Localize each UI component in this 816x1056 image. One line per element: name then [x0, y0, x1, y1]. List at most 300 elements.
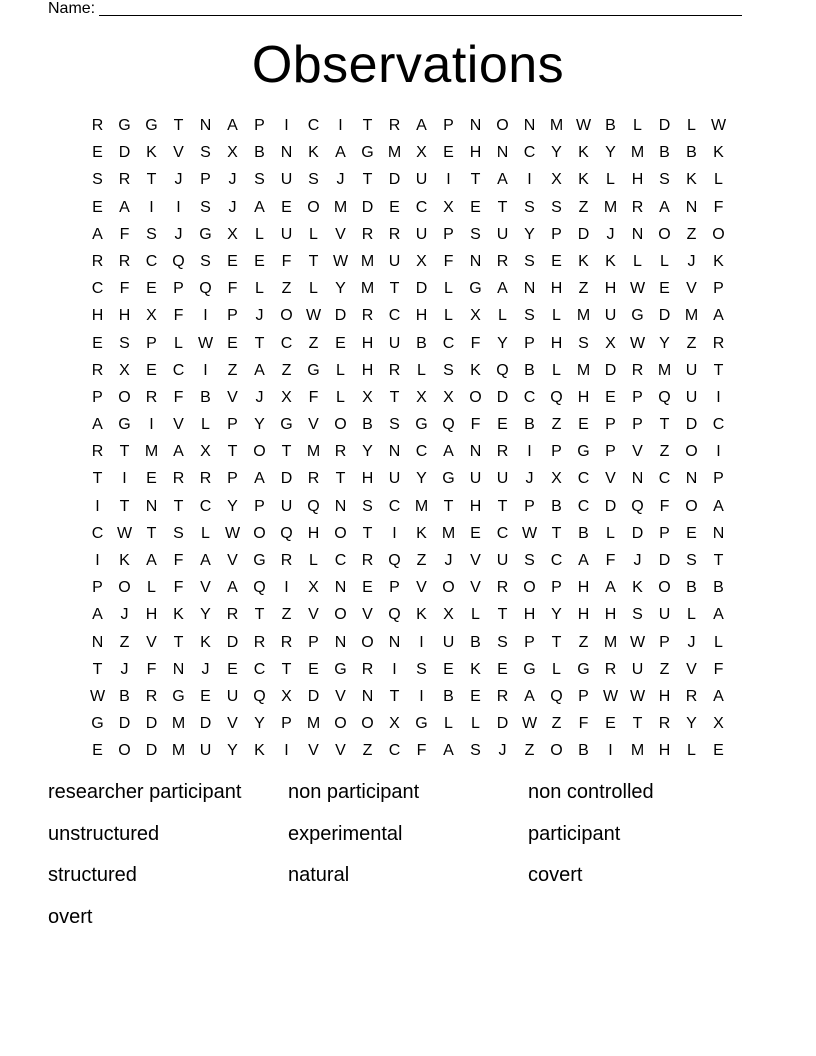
grid-letter: J: [336, 171, 345, 189]
grid-letter: I: [527, 171, 532, 189]
grid-letter: Q: [307, 497, 320, 515]
grid-letter: B: [578, 742, 589, 760]
grid-letter: K: [632, 579, 643, 597]
grid-letter: S: [470, 742, 481, 760]
grid-letter: M: [441, 524, 456, 542]
grid-letter: F: [308, 388, 319, 406]
grid-letter: O: [334, 524, 347, 542]
grid-letter: T: [362, 524, 373, 542]
grid-letter: C: [91, 524, 104, 542]
grid-letter: H: [577, 606, 590, 624]
grid-letter: Z: [524, 742, 535, 760]
grid-letter: K: [713, 252, 724, 270]
grid-letter: N: [469, 252, 482, 270]
grid-letter: M: [306, 715, 321, 733]
grid-letter: O: [712, 225, 725, 243]
grid-letter: D: [226, 633, 239, 651]
grid-letter: T: [173, 117, 184, 134]
grid-letter: Q: [388, 552, 401, 569]
grid-letter: J: [120, 606, 129, 624]
grid-letter: E: [92, 144, 103, 162]
grid-letter: N: [334, 497, 347, 515]
grid-letter: E: [443, 660, 454, 678]
grid-letter: N: [388, 443, 401, 461]
grid-letter: U: [388, 252, 401, 270]
grid-letter: V: [686, 280, 697, 298]
grid-letter: C: [388, 307, 401, 325]
grid-letter: F: [281, 252, 292, 270]
grid-letter: N: [631, 470, 644, 488]
grid-letter: E: [497, 416, 508, 434]
grid-letter: G: [334, 660, 347, 678]
grid-row: [84, 465, 732, 492]
grid-letter: E: [551, 252, 562, 270]
grid-letter: W: [575, 117, 592, 134]
grid-letter: X: [416, 252, 427, 270]
grid-letter: R: [361, 225, 374, 243]
grid-letter: R: [361, 307, 374, 325]
grid-letter: Y: [551, 144, 562, 162]
grid-letter: J: [525, 470, 534, 488]
grid-row: [84, 547, 732, 574]
grid-letter: U: [469, 470, 482, 488]
grid-letter: H: [469, 144, 482, 162]
grid-letter: T: [497, 198, 508, 216]
grid-letter: J: [687, 252, 696, 270]
grid-letter: I: [284, 579, 289, 597]
grid-letter: C: [388, 497, 401, 515]
grid-letter: W: [629, 334, 646, 352]
grid-letter: D: [415, 280, 428, 298]
grid-letter: L: [255, 280, 264, 298]
grid-letter: Y: [497, 334, 508, 352]
grid-letter: R: [145, 388, 158, 406]
grid-row: [84, 411, 732, 438]
grid-letter: N: [334, 633, 347, 651]
grid-letter: K: [146, 144, 157, 162]
grid-letter: C: [712, 416, 725, 434]
grid-letter: O: [361, 715, 374, 733]
grid-letter: H: [307, 524, 320, 542]
grid-letter: Q: [199, 280, 212, 298]
grid-letter: N: [685, 470, 698, 488]
grid-letter: O: [307, 198, 320, 216]
grid-letter: T: [92, 660, 103, 678]
grid-letter: B: [578, 524, 589, 542]
grid-letter: R: [118, 171, 131, 189]
grid-letter: L: [714, 171, 723, 189]
grid-letter: V: [173, 144, 184, 162]
grid-letter: W: [224, 524, 241, 542]
grid-letter: V: [470, 579, 481, 597]
grid-letter: I: [419, 687, 424, 705]
grid-letter: U: [280, 225, 293, 243]
grid-letter: W: [629, 687, 646, 705]
grid-letter: S: [632, 606, 643, 624]
grid-letter: Y: [362, 443, 373, 461]
grid-letter: X: [443, 606, 454, 624]
grid-letter: D: [145, 742, 158, 760]
grid-letter: C: [577, 470, 590, 488]
grid-letter: A: [119, 198, 130, 216]
grid-letter: P: [227, 416, 238, 434]
grid-letter: S: [497, 633, 508, 651]
grid-letter: T: [281, 443, 292, 461]
grid-letter: A: [713, 307, 724, 325]
grid-letter: R: [631, 198, 644, 216]
grid-letter: A: [173, 443, 184, 461]
grid-letter: P: [308, 633, 319, 651]
grid-letter: T: [713, 361, 724, 379]
word-list-item: non controlled: [528, 781, 654, 803]
grid-letter: Q: [253, 579, 266, 597]
grid-letter: W: [629, 280, 646, 298]
grid-row: [84, 438, 732, 465]
grid-letter: N: [145, 497, 158, 515]
word-list: [48, 776, 768, 942]
grid-letter: E: [146, 361, 157, 379]
grid-letter: A: [254, 361, 265, 379]
name-field: [48, 0, 742, 18]
grid-letter: K: [470, 361, 481, 379]
grid-letter: O: [118, 742, 131, 760]
grid-letter: T: [281, 660, 292, 678]
grid-letter: C: [172, 361, 185, 379]
grid-letter: R: [145, 687, 158, 705]
grid-letter: H: [91, 307, 104, 325]
grid-letter: P: [227, 470, 238, 488]
grid-letter: W: [116, 524, 133, 542]
grid-letter: V: [227, 388, 238, 406]
grid-letter: E: [470, 524, 481, 542]
grid-letter: O: [658, 579, 671, 597]
grid-letter: S: [92, 171, 103, 189]
grid-letter: S: [578, 334, 589, 352]
grid-letter: Z: [281, 361, 292, 379]
grid-letter: H: [361, 334, 374, 352]
grid-letter: Y: [659, 334, 670, 352]
grid-letter: P: [605, 443, 616, 461]
grid-letter: B: [470, 633, 481, 651]
grid-letter: R: [253, 633, 266, 651]
grid-row: [84, 710, 732, 737]
grid-row: [84, 194, 732, 221]
grid-letter: F: [713, 660, 724, 678]
grid-letter: S: [524, 252, 535, 270]
grid-letter: H: [658, 742, 671, 760]
grid-row: [84, 737, 732, 764]
grid-letter: E: [227, 252, 238, 270]
grid-row: [84, 221, 732, 248]
grid-letter: P: [551, 443, 562, 461]
grid-letter: U: [226, 687, 239, 705]
grid-letter: A: [92, 416, 103, 434]
grid-letter: U: [280, 497, 293, 515]
grid-letter: S: [470, 225, 481, 243]
grid-letter: Q: [631, 497, 644, 515]
grid-letter: C: [658, 470, 671, 488]
grid-letter: X: [443, 388, 454, 406]
grid-letter: A: [659, 198, 670, 216]
grid-letter: M: [576, 361, 591, 379]
grid-letter: L: [147, 579, 156, 597]
grid-letter: D: [496, 388, 509, 406]
grid-letter: I: [716, 388, 721, 406]
grid-letter: K: [308, 144, 319, 162]
grid-letter: E: [578, 416, 589, 434]
grid-letter: T: [713, 552, 724, 569]
grid-letter: R: [496, 687, 509, 705]
grid-letter: N: [496, 144, 509, 162]
grid-letter: L: [309, 280, 318, 298]
grid-letter: O: [253, 524, 266, 542]
grid-letter: P: [443, 225, 454, 243]
grid-letter: R: [388, 225, 401, 243]
grid-letter: M: [360, 252, 375, 270]
grid-letter: G: [523, 660, 536, 678]
grid-letter: C: [91, 280, 104, 298]
grid-letter: G: [145, 117, 158, 134]
grid-letter: T: [389, 280, 400, 298]
grid-letter: I: [149, 198, 154, 216]
grid-letter: M: [171, 742, 186, 760]
grid-letter: Z: [281, 606, 292, 624]
grid-letter: L: [444, 307, 453, 325]
grid-letter: Q: [550, 687, 563, 705]
grid-letter: S: [200, 198, 211, 216]
grid-letter: D: [118, 144, 131, 162]
grid-letter: G: [253, 552, 266, 569]
grid-letter: P: [92, 579, 103, 597]
grid-letter: M: [414, 497, 429, 515]
grid-letter: Y: [227, 497, 238, 515]
grid-letter: F: [119, 280, 130, 298]
grid-letter: A: [227, 117, 238, 134]
grid-letter: D: [658, 552, 671, 569]
grid-letter: C: [199, 497, 212, 515]
grid-letter: R: [199, 470, 212, 488]
grid-letter: T: [119, 443, 130, 461]
grid-letter: E: [497, 660, 508, 678]
grid-letter: M: [630, 742, 645, 760]
grid-letter: P: [443, 117, 454, 134]
grid-letter: M: [630, 144, 645, 162]
grid-letter: M: [144, 443, 159, 461]
grid-letter: P: [146, 334, 157, 352]
grid-letter: T: [254, 606, 265, 624]
grid-letter: R: [496, 252, 509, 270]
grid-letter: O: [496, 117, 509, 134]
grid-letter: T: [254, 334, 265, 352]
grid-letter: M: [657, 361, 672, 379]
grid-letter: R: [226, 606, 239, 624]
letter-grid: [84, 112, 732, 765]
grid-letter: L: [606, 524, 615, 542]
grid-letter: V: [173, 416, 184, 434]
grid-letter: A: [254, 470, 265, 488]
grid-letter: Q: [550, 388, 563, 406]
grid-letter: I: [446, 171, 451, 189]
grid-letter: K: [173, 606, 184, 624]
grid-letter: U: [631, 660, 644, 678]
grid-letter: X: [227, 225, 238, 243]
grid-letter: I: [392, 660, 397, 678]
grid-letter: S: [362, 497, 373, 515]
grid-letter: G: [199, 225, 212, 243]
grid-letter: M: [360, 280, 375, 298]
grid-letter: E: [470, 198, 481, 216]
grid-letter: P: [254, 117, 265, 134]
grid-letter: I: [95, 497, 100, 515]
grid-letter: Y: [335, 280, 346, 298]
grid-letter: M: [306, 443, 321, 461]
grid-letter: N: [361, 687, 374, 705]
grid-letter: S: [308, 171, 319, 189]
grid-letter: B: [254, 144, 265, 162]
grid-letter: D: [388, 171, 401, 189]
grid-letter: F: [470, 416, 481, 434]
grid-letter: C: [388, 742, 401, 760]
grid-letter: I: [149, 416, 154, 434]
grid-letter: G: [631, 307, 644, 325]
grid-letter: F: [173, 579, 184, 597]
grid-letter: C: [307, 117, 320, 134]
grid-letter: P: [524, 497, 535, 515]
grid-letter: C: [334, 552, 347, 569]
word-list-item: structured: [48, 864, 137, 886]
grid-letter: F: [173, 307, 184, 325]
grid-letter: R: [496, 443, 509, 461]
grid-letter: D: [685, 416, 698, 434]
grid-letter: Y: [227, 742, 238, 760]
grid-letter: X: [416, 144, 427, 162]
grid-letter: F: [659, 497, 670, 515]
grid-letter: N: [469, 443, 482, 461]
grid-letter: T: [92, 470, 103, 488]
grid-letter: T: [119, 497, 130, 515]
grid-letter: B: [443, 687, 454, 705]
grid-letter: F: [605, 552, 616, 569]
grid-letter: R: [172, 470, 185, 488]
grid-letter: O: [685, 497, 698, 515]
grid-letter: H: [604, 280, 617, 298]
grid-letter: L: [444, 280, 453, 298]
grid-letter: X: [281, 388, 292, 406]
grid-letter: V: [416, 579, 427, 597]
grid-letter: X: [605, 334, 616, 352]
grid-letter: V: [335, 225, 346, 243]
grid-letter: T: [173, 497, 184, 515]
grid-letter: S: [389, 416, 400, 434]
grid-letter: R: [685, 687, 698, 705]
grid-letter: U: [496, 225, 509, 243]
grid-letter: V: [335, 687, 346, 705]
grid-letter: F: [713, 198, 724, 216]
grid-letter: G: [91, 715, 104, 733]
grid-letter: K: [416, 524, 427, 542]
grid-letter: A: [497, 280, 508, 298]
grid-letter: A: [443, 443, 454, 461]
grid-letter: G: [280, 416, 293, 434]
grid-letter: G: [577, 660, 590, 678]
grid-letter: D: [658, 117, 671, 134]
grid-row: [84, 330, 732, 357]
grid-letter: N: [523, 117, 536, 134]
grid-letter: W: [602, 687, 619, 705]
grid-letter: P: [713, 280, 724, 298]
grid-letter: C: [415, 443, 428, 461]
grid-letter: E: [92, 742, 103, 760]
grid-letter: H: [631, 171, 644, 189]
grid-letter: R: [118, 252, 131, 270]
grid-letter: E: [308, 660, 319, 678]
grid-letter: E: [227, 660, 238, 678]
grid-letter: T: [632, 715, 643, 733]
grid-letter: H: [361, 470, 374, 488]
grid-letter: T: [551, 633, 562, 651]
grid-row: [84, 112, 732, 139]
grid-letter: H: [550, 334, 563, 352]
grid-letter: D: [604, 497, 617, 515]
grid-letter: L: [201, 416, 210, 434]
grid-letter: U: [415, 225, 428, 243]
grid-letter: L: [552, 307, 561, 325]
grid-letter: F: [173, 552, 184, 569]
grid-letter: X: [389, 715, 400, 733]
grid-letter: Z: [659, 443, 670, 461]
grid-letter: F: [227, 280, 238, 298]
grid-letter: K: [578, 144, 589, 162]
grid-letter: P: [551, 579, 562, 597]
grid-letter: N: [388, 633, 401, 651]
grid-letter: H: [658, 687, 671, 705]
grid-letter: D: [118, 715, 131, 733]
grid-letter: P: [605, 416, 616, 434]
grid-letter: U: [604, 307, 617, 325]
grid-letter: R: [280, 552, 293, 569]
grid-letter: M: [603, 633, 618, 651]
grid-letter: K: [119, 552, 130, 569]
grid-letter: D: [334, 307, 347, 325]
grid-letter: R: [361, 660, 374, 678]
grid-letter: N: [712, 524, 725, 542]
grid-letter: K: [578, 252, 589, 270]
grid-letter: G: [469, 280, 482, 298]
grid-letter: P: [281, 715, 292, 733]
grid-letter: A: [416, 117, 427, 134]
grid-letter: Y: [605, 144, 616, 162]
grid-letter: P: [524, 334, 535, 352]
grid-letter: B: [605, 117, 616, 134]
grid-letter: J: [687, 633, 696, 651]
grid-letter: P: [524, 633, 535, 651]
grid-letter: A: [92, 606, 103, 624]
grid-letter: K: [254, 742, 265, 760]
grid-letter: I: [122, 470, 127, 488]
grid-letter: G: [361, 144, 374, 162]
name-blank-line: [99, 1, 742, 16]
grid-letter: F: [119, 225, 130, 243]
grid-letter: X: [200, 443, 211, 461]
grid-letter: R: [334, 443, 347, 461]
grid-letter: E: [92, 334, 103, 352]
grid-letter: E: [146, 470, 157, 488]
grid-letter: A: [254, 198, 265, 216]
grid-letter: Z: [578, 280, 589, 298]
grid-letter: S: [416, 660, 427, 678]
grid-letter: L: [336, 388, 345, 406]
grid-letter: A: [605, 579, 616, 597]
